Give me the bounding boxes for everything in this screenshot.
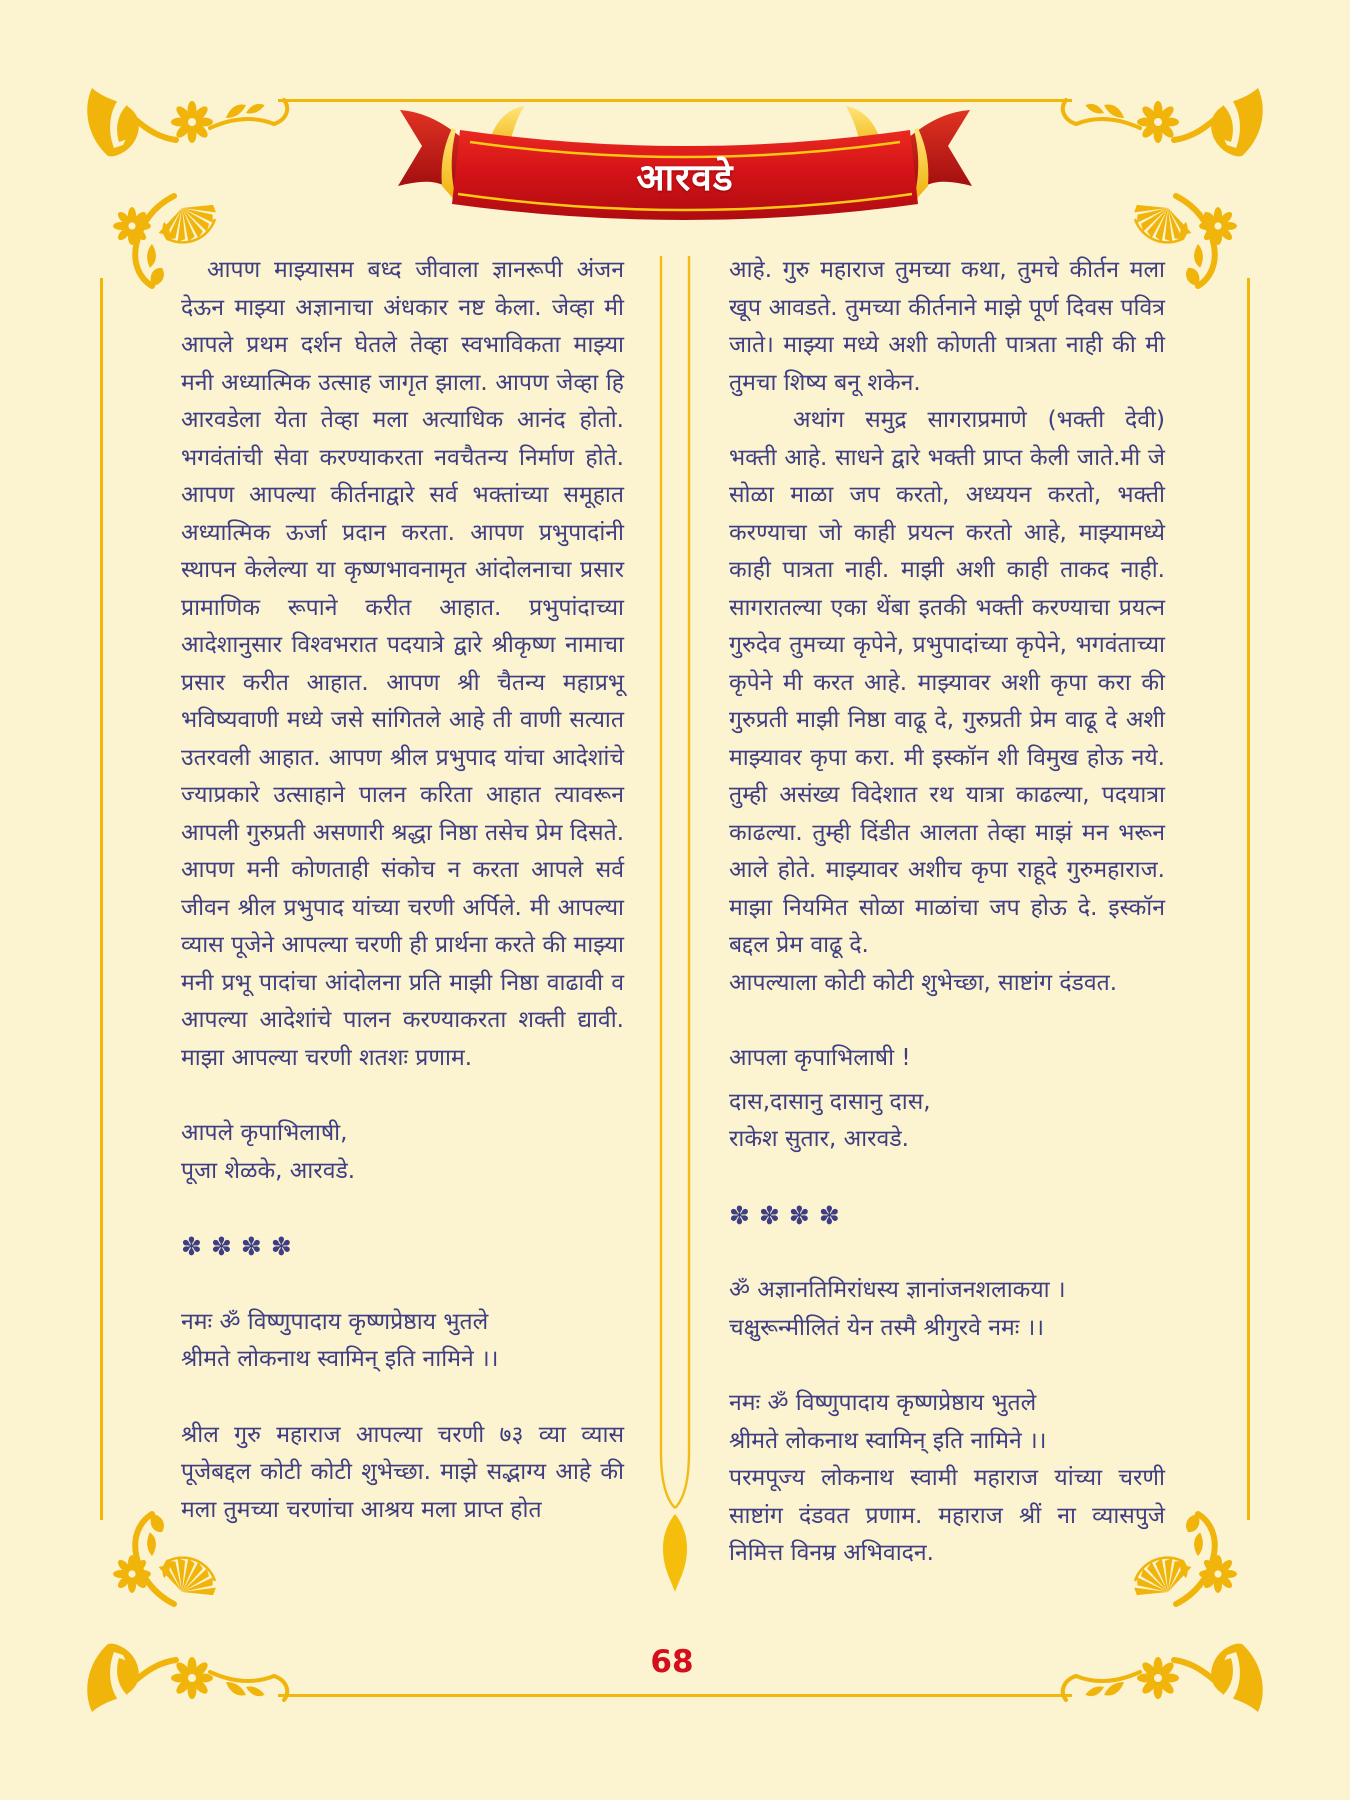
section-separator: ✽✽✽✽ <box>181 1232 301 1261</box>
right-text-column <box>729 252 1165 1573</box>
signature-closing: आपले कृपाभिलाषी, <box>181 1120 348 1146</box>
title-ribbon-banner <box>392 96 978 226</box>
shloka-line: चक्षुरून्मीलितं येन तस्मै श्रीगुरवे नमः ।। <box>729 1314 1045 1341</box>
invocation-line: नमः ॐ विष्णुपादाय कृष्णप्रेष्ठाय भुतले <box>181 1308 489 1335</box>
wishes-line: आपल्याला कोटी कोटी शुभेच्छा, साष्टांग दंडवत. <box>729 969 1118 996</box>
letter-body-paragraph: आहे. गुरु महाराज तुमच्या कथा, तुमचे कीर्तन मला खूप आवडते. तुमच्या कीर्तनाने माझे पूर्ण दिवस पवित्र जाते। माझ्या मध्ये अशी कोणती पात्रता नाही की मी तुमचा शिष्य बनू शकेन. <box>729 257 1165 396</box>
signature-name: पूजा शेळके, आरवडे. <box>181 1157 356 1184</box>
column-divider-pen <box>657 256 693 1592</box>
invocation-line: श्रीमते लोकनाथ स्वामिन् इति नामिने ।। <box>181 1346 499 1372</box>
invocation-line: श्रीमते लोकनाथ स्वामिन् इति नामिने ।। <box>729 1427 1047 1454</box>
left-text-column <box>181 252 624 1529</box>
page-number: 68 <box>650 1644 694 1680</box>
page-title: आरवडे <box>636 156 734 199</box>
letter-body-paragraph: परमपूज्य लोकनाथ स्वामी महाराज यांच्या चरणी साष्टांग दंडवत प्रणाम. महाराज श्रीं ना व्यासपुजे निमित्त विनम्र अभिवादन. <box>729 1465 1165 1566</box>
letter-body-paragraph: आपण माझ्यासम बध्द जीवाला ज्ञानरूपी अंजन देऊन माझ्या अज्ञानाचा अंधकार नष्ट केला. जेव्हा मी आपले प्रथम दर्शन घेतले तेव्हा स्वभाविकता माझ्या मनी अध्यात्मिक उत्साह जागृत झाला. आपण जेव्हा हि आरवडेला येता तेव्हा मला अत्याधिक आनंद होतो. भगवंतांची सेवा करण्याकरता नवचैतन्य निर्माण होते. आपण आपल्या कीर्तनाद्वारे सर्व भक्तांच्या समूहात अध्यात्मिक ऊर्जा प्रदान करता. आपण प्रभुपादांनी स्थापन केलेल्या या कृष्णभावनामृत आंदोलनाचा प्रसार प्रामाणिक रूपाने करीत आहात. प्रभुपांदाच्या आदेशानुसार विश्वभरात पदयात्रे द्वारे श्रीकृष्ण नामाचा प्रसार करीत आहात. आपण श्री चैतन्य महाप्रभू भविष्यवाणी मध्ये जसे सांगितले आहे ती वाणी सत्यात उतरवली आहात. आपण श्रील प्रभुपाद यांचा आदेशांचे ज्याप्रकारे उत्साहाने पालन करिता आहात त्यावरून आपली गुरुप्रती असणारी श्रद्धा निष्ठा तसेच प्रेम दिसते. आपण मनी कोणताही संकोच न करता आपले सर्व जीवन श्रील प्रभुपाद यांच्या चरणी अर्पिले. मी आपल्या व्यास पूजेने आपल्या चरणी ही प्रार्थना करते की माझ्या मनी प्रभू पादांचा आंदोलना प्रति माझी निष्ठा वाढावी व आपल्या आदेशांचे पालन करण्याकरता शक्ती द्यावी. माझा आपल्या चरणी शतशः प्रणाम. <box>181 257 624 1071</box>
border-line-left <box>100 278 103 1520</box>
border-line-bottom <box>278 1694 1072 1697</box>
letter-body-paragraph: अथांग समुद्र सागराप्रमाणे (भक्ती देवी) भक्ती आहे. साधने द्वारे भक्ती प्राप्त केली जाते.मी जे सोळा माळा जप करतो, अध्ययन करतो, भक्ती करण्याचा जो काही प्रयत्न करतो आहे, माझ्यामध्ये काही पात्रता नाही. माझी अशी काही ताकद नाही. सागरातल्या एका थेंबा इतकी भक्ती करण्याचा प्रयत्न गुरुदेव तुमच्या कृपेने, प्रभुपादांच्या कृपेने, भगवंताच्या कृपेने मी करत आहे. माझ्यावर अशी कृपा करा की गुरुप्रती माझी निष्ठा वाढू दे, गुरुप्रती प्रेम वाढू दे अशी माझ्यावर कृपा करा. मी इस्कॉन शी विमुख होऊ नये. तुम्ही असंख्य विदेशात रथ यात्रा काढल्या, पदयात्रा काढल्या. तुम्ही दिंडीत आलता तेव्हा माझं मन भरून आले होते. माझ्यावर अशीच कृपा राहूदे गुरुमहाराज. माझा नियमित सोळा माळांचा जप होऊ दे. इस्कॉन बद्दल प्रेम वाढू दे. <box>729 407 1165 958</box>
shloka-line: ॐ अज्ञानतिमिरांधस्य ज्ञानांजनशलाकया । <box>729 1277 1066 1303</box>
invocation-line: नमः ॐ विष्णुपादाय कृष्णप्रेष्ठाय भुतले <box>729 1390 1037 1416</box>
signature-servant-line: दास,दासानु दासानु दास, <box>729 1088 931 1115</box>
section-separator: ✽✽✽✽ <box>729 1200 849 1230</box>
letter-body-paragraph: श्रील गुरु महाराज आपल्या चरणी ७३ व्या व्यास पूजेबद्दल कोटी कोटी शुभेच्छा. माझे सद्भाग्य आहे की मला तुमच्या चरणांचा आश्रय मला प्राप्त होत <box>181 1421 624 1523</box>
signature-closing: आपला कृपाभिलाषी ! <box>729 1045 911 1071</box>
signature-name: राकेश सुतार, आरवडे. <box>729 1126 909 1152</box>
floral-corner-ornament-bottom-left <box>78 1502 298 1722</box>
border-line-right <box>1247 278 1250 1520</box>
